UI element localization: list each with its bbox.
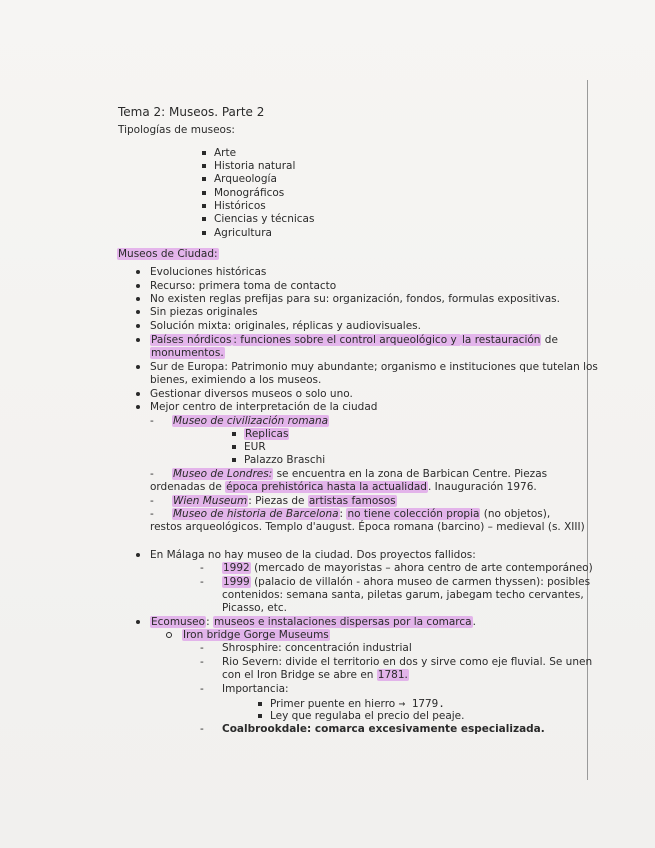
list-item: Solución mixta: originales, réplicas y audiovisuales. bbox=[136, 320, 421, 333]
sub-item-iron-bridge: Iron bridge Gorge Museums bbox=[166, 629, 330, 642]
list-item: Replicas bbox=[232, 428, 289, 441]
list-item: Historia natural bbox=[202, 160, 295, 173]
sub-item: - Coalbrookdale: comarca excesivamente especializada. bbox=[200, 723, 545, 735]
list-item: Palazzo Braschi bbox=[232, 454, 325, 467]
list-item-continuation: monumentos. bbox=[151, 347, 224, 359]
list-item: No existen reglas prefijas para su: organización, fondos, formulas expositivas. bbox=[136, 293, 560, 306]
sub-item-roma: - Museo de civilización romana bbox=[150, 415, 329, 427]
list-item: Mejor centro de interpretación de la ciudad bbox=[136, 401, 377, 414]
list-item: Primer puente en hierro → 1779. bbox=[258, 697, 445, 711]
list-item: Recurso: primera toma de contacto bbox=[136, 280, 336, 293]
list-item: Ley que regulaba el precio del peaje. bbox=[258, 710, 464, 723]
handwritten-note: → 1779. bbox=[398, 697, 445, 710]
list-item-malaga: En Málaga no hay museo de la ciudad. Dos proyectos fallidos: bbox=[136, 549, 476, 562]
list-item: EUR bbox=[232, 441, 266, 454]
sub-item-continuation: restos arqueológicos. Templo d'august. Época romana (barcino) – medieval (s. XIII) bbox=[150, 521, 585, 533]
list-item: Sur de Europa: Patrimonio muy abundante; organismo e instituciones que tutelan los bbox=[136, 361, 598, 374]
sub-item-continuation: contenidos: semana santa, piletas garum, jabegam techo cervantes, bbox=[222, 589, 584, 601]
section-heading-ciudad: Museos de Ciudad: bbox=[118, 248, 218, 260]
list-item: Países nórdicos : funciones sobre el control arqueológico y la restauración de bbox=[136, 334, 558, 347]
list-item: Arte bbox=[202, 147, 236, 160]
list-item: Evoluciones históricas bbox=[136, 266, 266, 279]
list-item: Agricultura bbox=[202, 227, 272, 240]
tipologias-label: Tipologías de museos: bbox=[118, 124, 235, 136]
sub-item: - 1999 (palacio de villalón - ahora museo de carmen thyssen): posibles bbox=[200, 576, 591, 588]
sub-item: - Shrosphire: concentración industrial bbox=[200, 642, 412, 654]
list-item: Sin piezas originales bbox=[136, 306, 258, 319]
sub-item-barcelona: - Museo de historia de Barcelona: no tiene colección propia (no objetos), bbox=[150, 508, 551, 520]
sub-item-continuation: ordenadas de época prehistórica hasta la actualidad. Inauguración 1976. bbox=[150, 481, 537, 493]
sub-item-londres: - Museo de Londres: se encuentra en la zona de Barbican Centre. Piezas bbox=[150, 468, 548, 480]
page-title: Tema 2: Museos. Parte 2 bbox=[118, 105, 265, 119]
list-item: Históricos bbox=[202, 200, 266, 213]
sub-item: - Importancia: bbox=[200, 683, 289, 695]
sub-item: - 1992 (mercado de mayoristas – ahora centro de arte contemporáneo) bbox=[200, 562, 593, 574]
list-item-continuation: bienes, eximiendo a los museos. bbox=[150, 374, 322, 386]
sub-item: - Rio Severn: divide el territorio en dos y sirve como eje fluvial. Se unen bbox=[200, 656, 593, 668]
list-item: Ciencias y técnicas bbox=[202, 213, 314, 226]
list-item: Arqueología bbox=[202, 173, 277, 186]
list-item: Gestionar diversos museos o solo uno. bbox=[136, 388, 353, 401]
list-item: Monográficos bbox=[202, 187, 284, 200]
sub-item-continuation: Picasso, etc. bbox=[222, 602, 287, 614]
list-item-ecomuseo: Ecomuseo: museos e instalaciones dispersas por la comarca. bbox=[136, 616, 476, 629]
sub-item-continuation: con el Iron Bridge se abre en 1781. bbox=[222, 669, 408, 681]
sub-item-wien: - Wien Museum: Piezas de artistas famosos bbox=[150, 495, 396, 507]
